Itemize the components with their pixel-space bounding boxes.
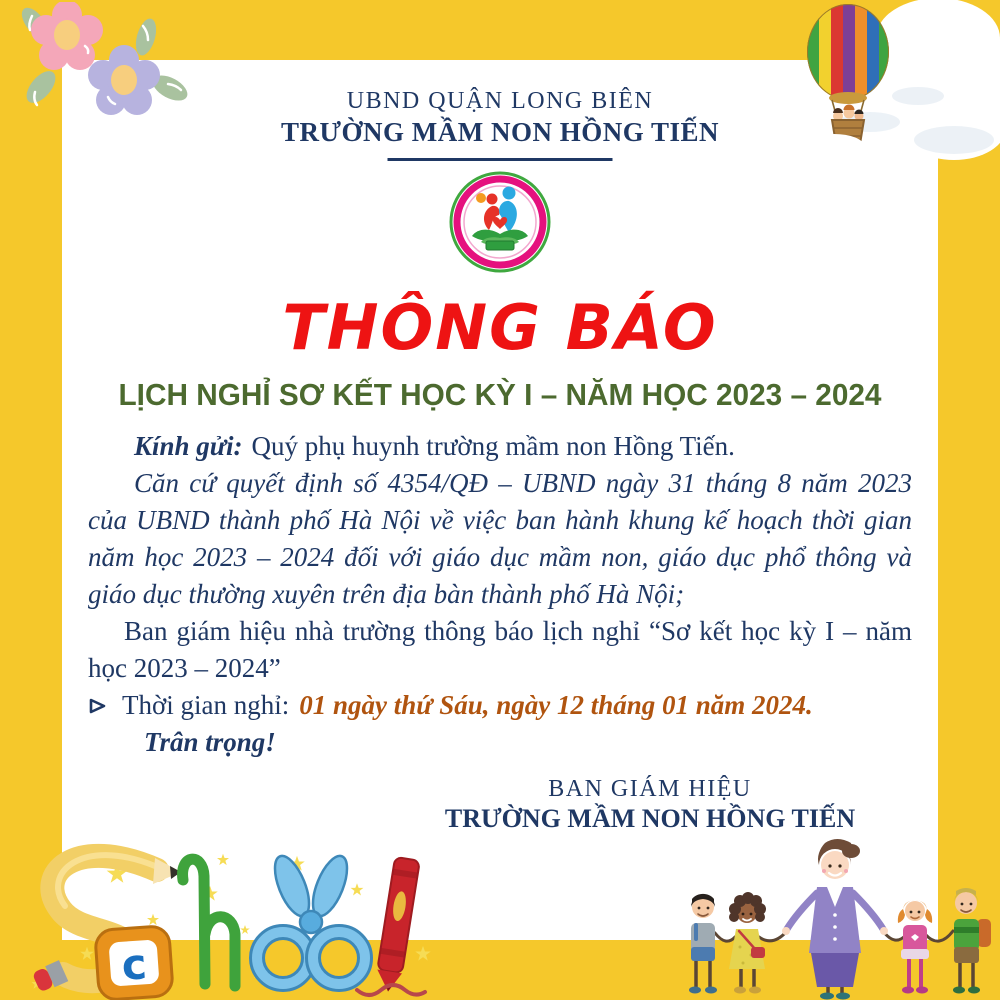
girl-yellow-dress <box>729 892 766 994</box>
signature-block <box>410 776 890 834</box>
signature-line2: TRƯỜNG MẦM NON HỒNG TIẾN <box>444 804 856 833</box>
boy-gray-shirt <box>689 894 717 994</box>
school-name: TRƯỜNG MẦM NON HỒNG TIẾN <box>280 117 719 147</box>
legal-basis-paragraph: Căn cứ quyết định số 4354/QĐ – UBND ngày 31 tháng 8 năm 2023 của UBND thành phố Hà Nội về việc ban hành khung kế hoạch thời gian năm học 2023 – 2024 đối với giáo dục mầm non, giáo dục phổ thông và giáo dục thường xuyên trên địa bàn thành phố Hà Nội; <box>88 468 912 609</box>
salutation-label: Kính gửi: <box>134 431 243 461</box>
announcement-paragraph: Ban giám hiệu nhà trường thông báo lịch nghỉ “Sơ kết học kỳ I – năm học 2023 – 2024” <box>88 616 912 683</box>
time-off-line <box>88 687 912 724</box>
page-title: THÔNG BÁO <box>282 291 718 364</box>
org-name: UBND QUẬN LONG BIÊN <box>346 88 654 114</box>
teacher <box>782 839 888 1000</box>
girl-pink-top <box>898 900 932 994</box>
salutation <box>88 428 912 465</box>
school-letter-c: c <box>119 939 149 990</box>
page-subtitle: LỊCH NGHỈ SƠ KẾT HỌC KỲ I – NĂM HỌC 2023 – 2024 <box>118 377 882 412</box>
school-logo <box>448 170 552 274</box>
kids-decoration <box>665 835 1000 1000</box>
signature-line1: BAN GIÁM HIỆU <box>548 776 752 802</box>
boy-green-shirt <box>953 888 991 994</box>
arrow-bullet-icon <box>88 688 108 706</box>
letterhead <box>0 88 1000 148</box>
school-word-art-icon <box>5 832 445 1000</box>
school-logo-icon <box>448 170 552 274</box>
time-off-value: 01 ngày thứ Sáu, ngày 12 tháng 01 năm 2024. <box>299 690 813 720</box>
letterhead-divider <box>388 158 613 161</box>
salutation-text: Quý phụ huynh trường mầm non Hồng Tiến. <box>251 431 735 461</box>
letter-body <box>88 428 912 761</box>
time-off-label: Thời gian nghỉ: <box>122 690 290 720</box>
teacher-with-children-icon <box>665 835 1000 1000</box>
school-word-art <box>5 832 445 1000</box>
closing-text: Trân trọng! <box>144 727 276 757</box>
